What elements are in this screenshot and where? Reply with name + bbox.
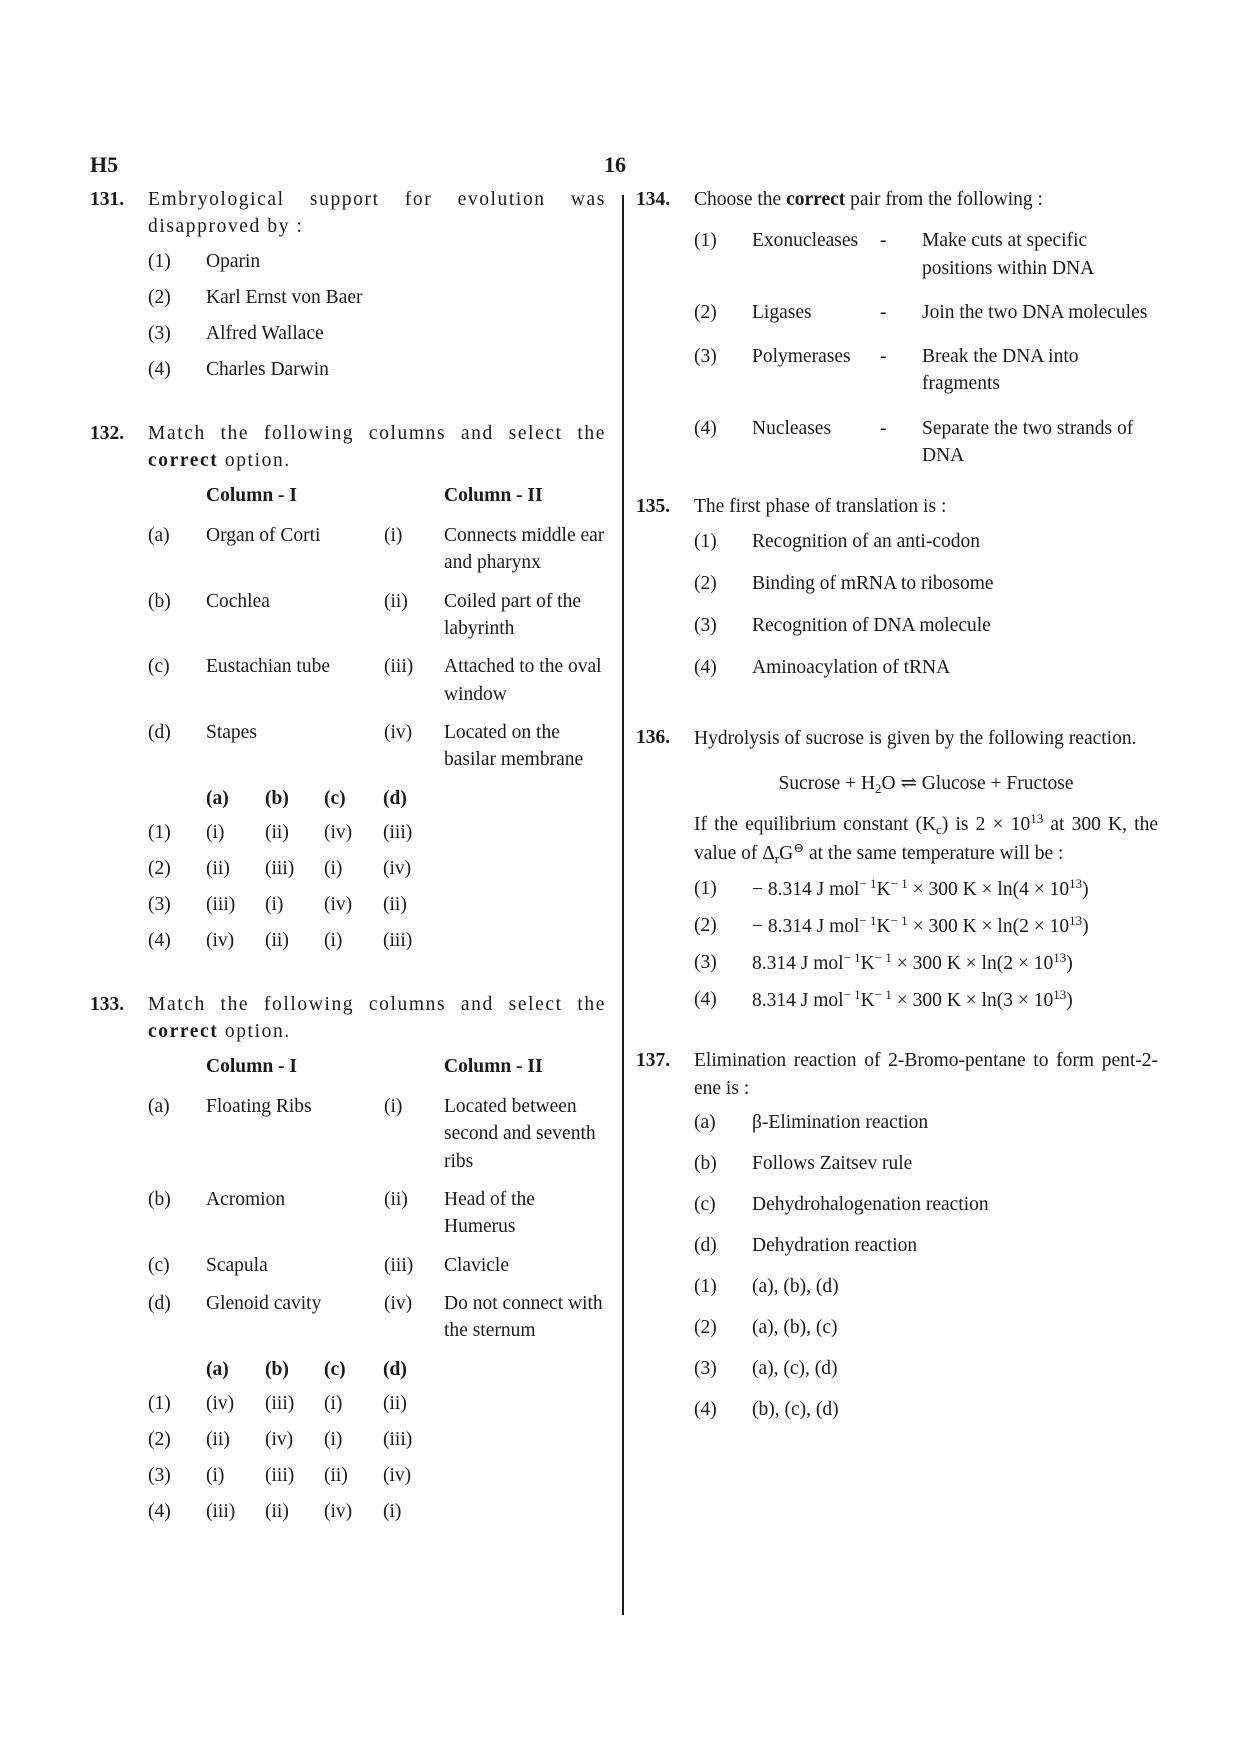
row-label: (ii) [384,590,408,612]
stem-text: Match the following columns and select the [148,993,606,1015]
question-136 [636,724,1158,1024]
option-text: Recognition of an anti-codon [752,530,980,552]
answer-option [148,1498,606,1534]
question-133 [90,991,606,1534]
option-text: Binding of mRNA to ribosome [752,572,994,594]
statement-label: (c) [694,1194,716,1216]
option-text: Oparin [206,250,261,272]
answer-cell: (i) [206,821,225,843]
row-label: (a) [148,525,170,547]
answer-cell: (iii) [206,1500,236,1522]
answer-option [148,1390,606,1426]
pair-option [694,299,1158,326]
option-text: (a), (b), (d) [752,1276,839,1298]
pair-dash: - [880,230,887,252]
column-1-item: Stapes [206,721,257,743]
question-number: 132. [90,422,125,444]
option [694,1396,1158,1437]
option-formula [752,949,1158,977]
option-number: (3) [148,322,171,344]
options [694,528,1158,696]
option-text: (a), (c), (d) [752,1358,838,1380]
answer-cell: (iv) [324,893,353,915]
text: at the same temperature will be : [804,843,1064,865]
option [694,912,1158,949]
superscript: − 1 [890,913,908,929]
column-2-heading: Column - II [444,1056,543,1078]
statement-text: Dehydrohalogenation reaction [752,1194,989,1216]
column-2-heading: Column - II [444,485,543,507]
pair-term: Nucleases [752,417,832,439]
row-label: (i) [384,525,403,547]
option-number: (4) [694,989,717,1011]
answer-option [148,819,606,855]
pair-option [694,227,1158,282]
answer-grid-header [148,785,606,819]
answer-cell: (iii) [383,821,413,843]
superscript: − 1 [843,950,861,966]
question-132 [90,420,606,963]
option-number: (1) [148,1392,171,1414]
answer-cell: (ii) [265,821,289,843]
stem-text: pair from the following : [850,189,1043,210]
answer-cell: (i) [383,1500,402,1522]
reaction-equation [694,770,1158,798]
text: ) [1066,953,1073,975]
option-text: Recognition of DNA molecule [752,614,991,636]
option [694,1273,1158,1314]
question-137 [636,1047,1158,1437]
match-row [148,1186,606,1241]
pair-description: Join the two DNA molecules [922,301,1148,323]
text: × 300 K × ln(2 × 10 [907,916,1070,938]
match-row [148,522,606,577]
question-134 [636,186,1158,469]
answer-col-head: (b) [265,787,289,809]
question-stem: Hydrolysis of sucrose is given by the following reaction. [694,727,1137,749]
answer-col-head: (a) [206,787,229,809]
stem-emphasis: correct [148,1020,219,1042]
answer-cell: (i) [324,1428,343,1450]
question-135 [636,493,1158,695]
option-text: Charles Darwin [206,358,329,380]
statements [694,1109,1158,1437]
stem-emphasis: correct [148,449,219,471]
answer-cell: (ii) [265,1500,289,1522]
question-number: 136. [636,726,671,748]
column-2-item: Attached to the oval window [444,656,602,705]
answer-cell: (iv) [206,929,235,951]
pair-description: Break the DNA into fragments [922,346,1079,395]
option-number: (3) [694,952,717,974]
option [694,570,1158,612]
answer-col-head: (d) [383,787,407,809]
column-1-heading: Column - I [206,485,298,507]
answer-cell: (i) [324,929,343,951]
match-row [148,1252,606,1279]
text: K [876,879,891,901]
match-row [148,653,606,708]
column-2-item: Clavicle [444,1254,509,1276]
option-number: (2) [148,286,171,308]
subscript: c [936,822,942,838]
answer-col-head: (c) [324,1358,346,1380]
superscript: − 1 [843,987,861,1003]
option [694,1355,1158,1396]
option-text: Aminoacylation of tRNA [752,656,951,678]
answer-cell: (ii) [206,1428,230,1450]
page-number: 16 [604,152,626,177]
superscript: − 1 [890,876,908,892]
option-formula [752,912,1158,940]
row-label: (iii) [384,656,414,678]
option-number: (2) [148,1428,171,1450]
option-number: (3) [694,1358,717,1380]
question-number: 133. [90,993,125,1015]
options [694,875,1158,1023]
question-condition [694,810,1158,868]
statement [694,1232,1158,1273]
answer-col-head: (b) [265,1358,289,1380]
stem-emphasis: correct [786,189,846,210]
option-number: (3) [694,614,717,636]
superscript: − 1 [859,913,877,929]
pair-term: Polymerases [752,346,851,368]
answer-cell: (i) [206,1464,225,1486]
answer-cell: (iv) [383,1464,412,1486]
option-text: (a), (b), (c) [752,1317,838,1339]
answer-cell: (iii) [265,857,295,879]
row-label: (iii) [384,1254,414,1276]
answer-option [148,891,606,927]
option [148,248,606,284]
text: G [779,843,794,865]
column-2-item: Head of the Humerus [444,1189,535,1238]
option [694,875,1158,912]
option-number: (2) [694,572,717,594]
row-label: (ii) [384,1189,408,1211]
row-label: (b) [148,590,171,612]
answer-grid-header [148,1356,606,1390]
pair-dash: - [880,346,887,368]
column-1-item: Acromion [206,1189,286,1211]
options [148,248,606,392]
match-row [148,1093,606,1175]
option-text: Karl Ernst von Baer [206,286,363,308]
text: × 300 K × ln(2 × 10 [891,953,1054,975]
stem-text: option. [224,449,291,471]
answer-col-head: (a) [206,1358,229,1380]
option-number: (2) [694,915,717,937]
answer-cell: (iv) [383,857,412,879]
answer-option [148,927,606,963]
row-label: (iv) [384,721,413,743]
superscript: − 1 [874,950,892,966]
question-number: 137. [636,1050,671,1072]
option-number: (1) [148,821,171,843]
question-stem: The first phase of translation is : [694,496,947,518]
option-number: (4) [148,1500,171,1522]
option-formula [752,875,1158,903]
answer-option [148,855,606,891]
column-2-item: Connects middle ear and pharynx [444,525,605,574]
option-number: (1) [694,1276,717,1298]
left-column [90,186,606,1534]
option [694,654,1158,696]
pair-option [694,415,1158,470]
stem-text: Match the following columns and select the [148,422,606,444]
answer-cell: (iv) [324,821,353,843]
match-row [148,719,606,774]
superscript: 13 [1053,987,1067,1003]
pair-dash: - [880,301,887,323]
pair-term: Ligases [752,301,812,323]
statement [694,1191,1158,1232]
text: K [876,916,891,938]
option [148,320,606,356]
statement-text: Follows Zaitsev rule [752,1153,913,1175]
question-number: 134. [636,189,671,210]
statement [694,1109,1158,1150]
column-divider [622,195,624,1615]
answer-col-head: (c) [324,787,346,809]
option-number: (1) [694,878,717,900]
option-number: (3) [148,893,171,915]
question-131 [90,186,606,392]
text: at 300 K, the value of Δ [694,814,1159,865]
answer-option [148,1426,606,1462]
superscript: − 1 [874,987,892,1003]
column-2-item: Located on the basilar membrane [444,721,584,771]
question-stem [694,186,1158,213]
answer-cell: (iv) [265,1428,294,1450]
text: K [860,990,875,1012]
column-1-item: Eustachian tube [206,656,330,678]
answer-cell: (ii) [206,857,230,879]
text: ) [1066,990,1073,1012]
question-stem: Embryological support for evolution was disapproved by : [148,189,606,238]
stem-text: Choose the [694,189,782,210]
column-2-item: Do not connect with the sternum [444,1292,603,1342]
row-label: (a) [148,1096,170,1118]
equilibrium-arrow-icon: ⇌ [900,772,917,794]
match-table-header [148,1053,606,1093]
row-label: (c) [148,656,170,678]
text: − 8.314 J mol [752,879,860,901]
answer-cell: (ii) [383,893,407,915]
row-label: (d) [148,721,171,743]
text: If the equilibrium constant (K [694,814,937,836]
option-number: (1) [694,530,717,552]
answer-cell: (i) [324,857,343,879]
answer-cell: (ii) [324,1464,348,1486]
answer-cell: (ii) [383,1392,407,1414]
text: − 8.314 J mol [752,916,860,938]
question-stem [148,991,606,1046]
answer-cell: (iii) [383,929,413,951]
column-1-heading: Column - I [206,1056,298,1078]
option-number: (2) [694,1317,717,1339]
column-1-item: Glenoid cavity [206,1292,322,1314]
statement-text: Dehydration reaction [752,1235,918,1257]
pair-description: Make cuts at specific positions within DNA [922,230,1095,279]
statement-text: β-Elimination reaction [752,1112,929,1134]
answer-cell: (i) [324,1392,343,1414]
row-label: (iv) [384,1292,413,1314]
text: ) [1082,879,1089,901]
superscript: − 1 [859,876,877,892]
text: ) is 2 × 10 [941,814,1031,836]
answer-cell: (iv) [324,1500,353,1522]
stem-text: option. [224,1020,291,1042]
text: 8.314 J mol [752,953,844,975]
row-label: (d) [148,1292,171,1314]
option-number: (3) [148,1464,171,1486]
statement-label: (a) [694,1112,716,1134]
right-column [636,186,1158,1437]
statement [694,1150,1158,1191]
answer-cell: (iii) [265,1392,295,1414]
subscript: 2 [875,780,882,796]
column-2-item: Coiled part of the labyrinth [444,590,582,640]
answer-col-head: (d) [383,1358,407,1380]
statement-label: (b) [694,1153,717,1175]
text: ) [1082,916,1089,938]
option-number: (4) [148,358,171,380]
option [694,612,1158,654]
option-text: (b), (c), (d) [752,1399,839,1421]
question-stem: Elimination reaction of 2-Bromo-pentane to form pent-2-ene is : [694,1050,1158,1099]
text: 8.314 J mol [752,990,844,1012]
pair-dash: - [880,417,887,439]
option-number: (4) [148,929,171,951]
question-number: 135. [636,496,671,518]
answer-option [148,1462,606,1498]
column-1-item: Cochlea [206,590,270,612]
match-row [148,588,606,643]
option-number: (1) [694,230,717,252]
answer-cell: (iii) [265,1464,295,1486]
option [694,528,1158,570]
superscript: 13 [1053,950,1067,966]
pair-description: Separate the two strands of DNA [922,417,1134,467]
equation-text: O [881,772,896,794]
equation-text: Glucose + Fructose [921,772,1074,794]
column-1-item: Organ of Corti [206,525,321,547]
answer-cell: (iii) [206,893,236,915]
superscript: 13 [1069,913,1083,929]
superscript: ⊖ [793,840,805,856]
column-2-item: Located between second and seventh ribs [444,1096,596,1172]
statement-label: (d) [694,1235,717,1257]
answer-cell: (iv) [206,1392,235,1414]
answer-cell: (i) [265,893,284,915]
row-label: (i) [384,1096,403,1118]
pair-term: Exonucleases [752,230,859,252]
superscript: 13 [1069,876,1083,892]
option-number: (2) [148,857,171,879]
pair-option [694,343,1158,398]
text: K [860,953,875,975]
option-number: (4) [694,417,717,439]
match-table-header [148,482,606,522]
equation-text: Sucrose + H [778,772,876,794]
option-formula [752,986,1158,1014]
option-number: (4) [694,1399,717,1421]
question-stem [148,420,606,475]
match-row [148,1290,606,1345]
column-1-item: Scapula [206,1254,268,1276]
question-number: 131. [90,189,125,210]
option [694,1314,1158,1355]
answer-cell: (iii) [383,1428,413,1450]
text: × 300 K × ln(3 × 10 [891,990,1054,1012]
option [694,949,1158,986]
option [694,986,1158,1023]
option-number: (4) [694,656,717,678]
option-number: (3) [694,346,717,368]
option [148,356,606,392]
option-text: Alfred Wallace [206,322,324,344]
paper-code: H5 [90,152,119,177]
row-label: (c) [148,1254,170,1276]
answer-cell: (ii) [265,929,289,951]
superscript: 13 [1030,811,1044,827]
option-number: (1) [148,250,171,272]
subscript: r [774,851,780,867]
row-label: (b) [148,1189,171,1211]
option-number: (2) [694,301,717,323]
column-1-item: Floating Ribs [206,1096,312,1118]
text: × 300 K × ln(4 × 10 [907,879,1070,901]
option [148,284,606,320]
